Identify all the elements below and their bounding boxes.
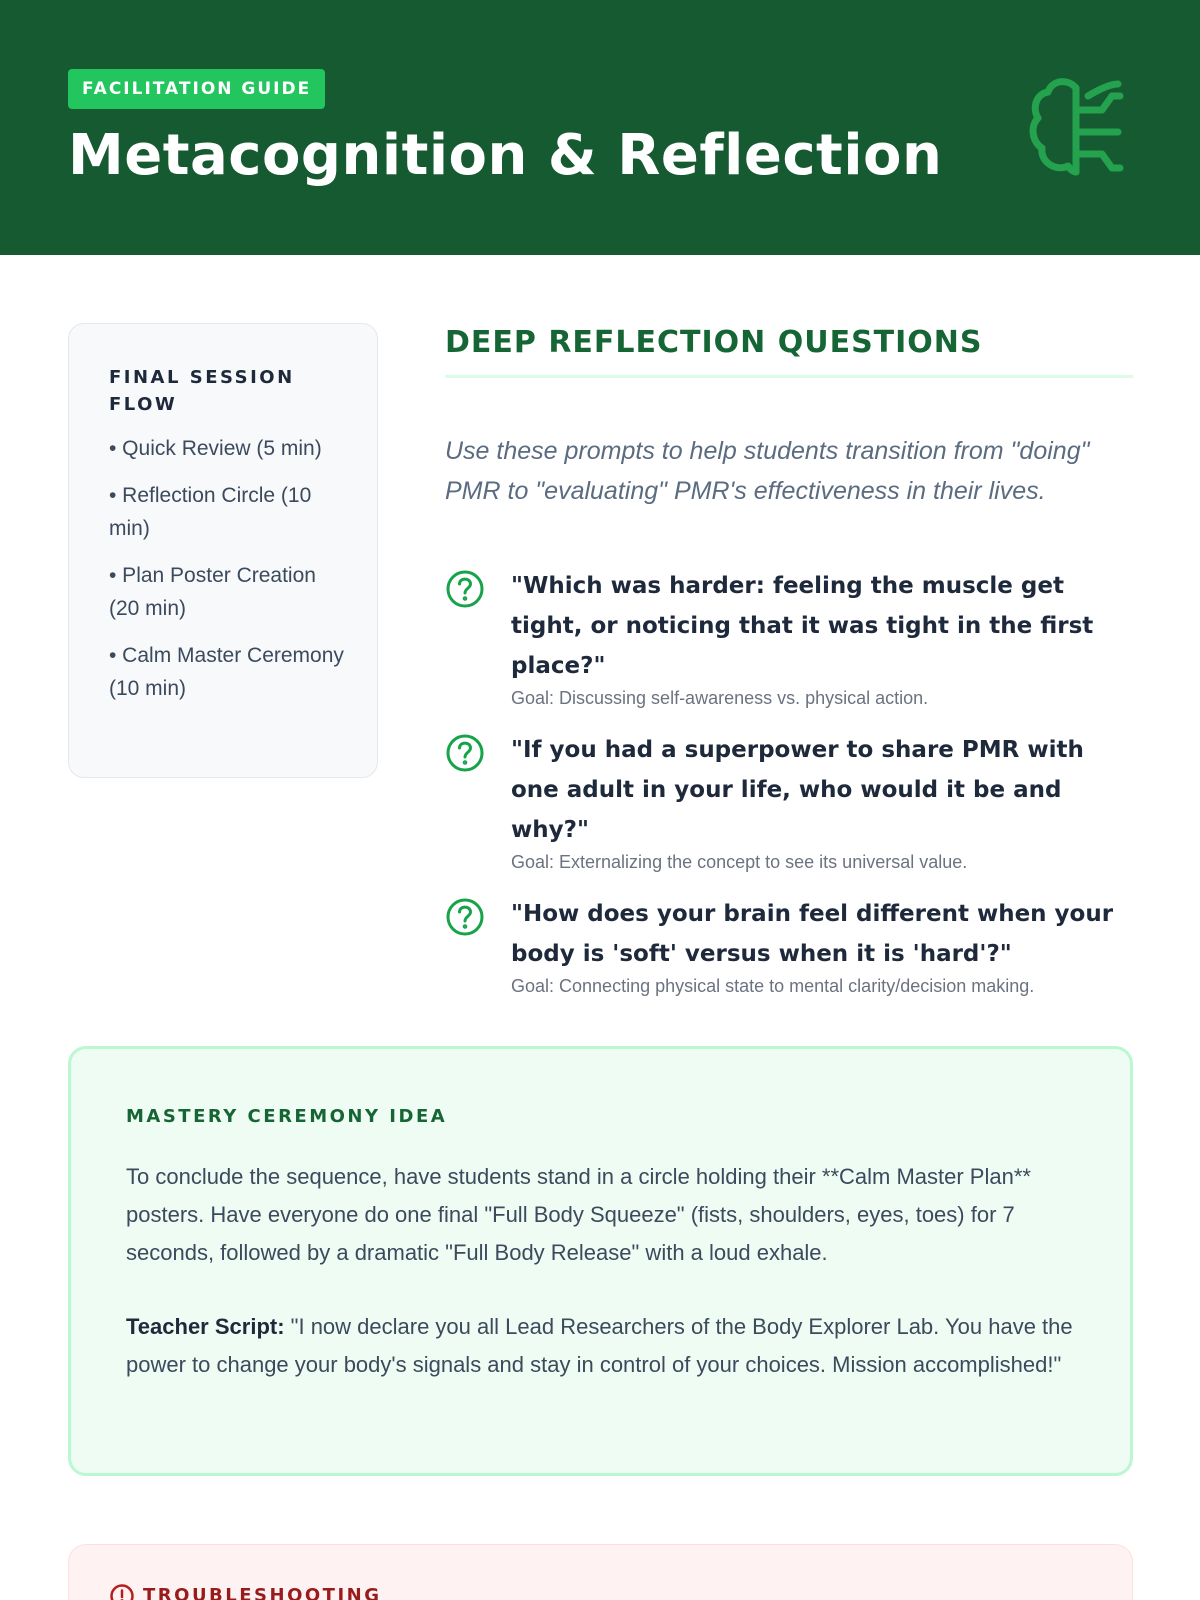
mastery-title: MASTERY CEREMONY IDEA: [126, 1106, 448, 1127]
question-circle-icon: [445, 897, 485, 937]
question-item: [445, 730, 1133, 874]
question-item: [445, 566, 1133, 710]
question-goal: Goal: Connecting physical state to mental clarity/decision making.: [511, 976, 1035, 996]
question-text: "How does your brain feel different when your body is 'soft' versus when it is 'hard'?": [511, 901, 1114, 967]
question-circle-icon: [445, 569, 485, 609]
mastery-body: To conclude the sequence, have students stand in a circle holding their **Calm Master Plan** posters. Have everyone do one final "Full Body Squeeze" (fists, shoulders, eyes, toes) for 7 seconds, followed by a dramatic "Full Body Release" with a loud exhale.: [126, 1164, 1031, 1265]
teacher-script-label: Teacher Script:: [126, 1314, 285, 1339]
facilitation-badge: FACILITATION GUIDE: [68, 69, 325, 109]
troubleshooting-card: [68, 1544, 1133, 1600]
question-goal: Goal: Externalizing the concept to see its universal value.: [511, 852, 968, 872]
brain-icon: [1028, 76, 1128, 182]
teacher-script-text: "I now declare you all Lead Researchers of the Body Explorer Lab. You have the power to change your body's signals and stay in control of your choices. Mission accomplished!": [126, 1314, 1073, 1377]
question-text: "Which was harder: feeling the muscle get tight, or noticing that it was tight in the first place?": [511, 573, 1094, 679]
alert-circle-icon: [109, 1583, 135, 1600]
list-item: • Calm Master Ceremony (10 min): [109, 644, 344, 700]
troubleshooting-title: TROUBLESHOOTING: [143, 1585, 382, 1600]
page-title: Metacognition & Reflection: [68, 123, 943, 188]
question-text: "If you had a superpower to share PMR with one adult in your life, who would it be and why?": [511, 737, 1084, 843]
list-item: • Reflection Circle (10 min): [109, 484, 312, 540]
troubleshooting-header: [109, 1583, 1092, 1600]
question-goal: Goal: Discussing self-awareness vs. physical action.: [511, 688, 929, 708]
question-circle-icon: [445, 733, 485, 773]
question-list: [445, 566, 1133, 998]
mastery-ceremony-card: [68, 1046, 1133, 1476]
intro-text: Use these prompts to help students transition from "doing" PMR to "evaluating" PMR's effectiveness in their lives.: [445, 437, 1090, 505]
page-header: [0, 0, 1200, 255]
question-item: [445, 894, 1133, 998]
session-flow-title: FINAL SESSION FLOW: [109, 367, 295, 415]
section-title: DEEP REFLECTION QUESTIONS: [445, 323, 1133, 378]
session-flow-card: [68, 323, 378, 778]
reflection-questions-section: [445, 323, 1133, 1018]
teacher-script: [126, 1308, 1075, 1384]
list-item: • Quick Review (5 min): [109, 437, 322, 460]
session-flow-list: [109, 432, 347, 705]
list-item: • Plan Poster Creation (20 min): [109, 564, 316, 620]
